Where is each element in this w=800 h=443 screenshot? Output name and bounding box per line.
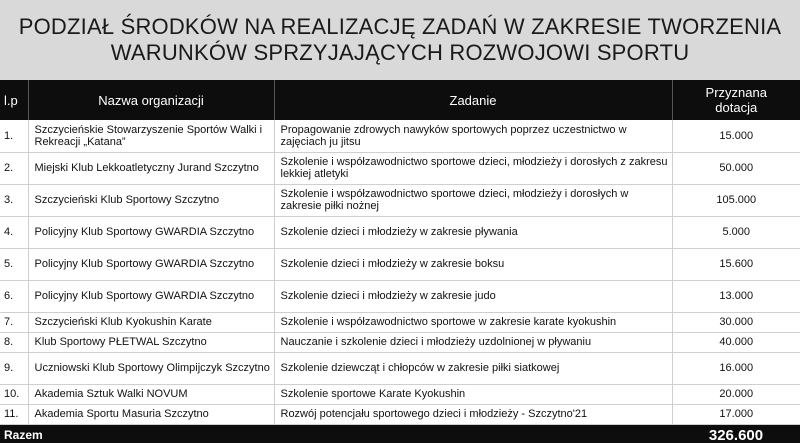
row-organization: Policyjny Klub Sportowy GWARDIA Szczytno: [28, 248, 274, 280]
title-line-1: PODZIAŁ ŚRODKÓW NA REALIZACJĘ ZADAŃ W ZAKRESIE TWORZENIA: [18, 14, 782, 39]
row-organization: Klub Sportowy PŁETWAL Szczytno: [28, 332, 274, 352]
document-title: [0, 0, 800, 80]
row-lp: 2.: [0, 152, 28, 184]
row-amount: 105.000: [672, 184, 800, 216]
table-row: [0, 216, 800, 248]
row-organization: Akademia Sztuk Walki NOVUM: [28, 384, 274, 404]
row-amount: 30.000: [672, 312, 800, 332]
row-organization: Szczycieńskie Stowarzyszenie Sportów Walki i Rekreacji „Katana”: [28, 120, 274, 152]
table-row: [0, 184, 800, 216]
row-lp: 1.: [0, 120, 28, 152]
row-amount: 40.000: [672, 332, 800, 352]
table-row: [0, 152, 800, 184]
row-lp: 5.: [0, 248, 28, 280]
row-amount: 13.000: [672, 280, 800, 312]
row-lp: 7.: [0, 312, 28, 332]
row-organization: Szczycieński Klub Kyokushin Karate: [28, 312, 274, 332]
table-row: [0, 384, 800, 404]
row-task: Szkolenie i współzawodnictwo sportowe dzieci, młodzieży i dorosłych z zakresu lekkiej atletyki: [274, 152, 672, 184]
row-amount: 17.000: [672, 404, 800, 424]
row-amount: 5.000: [672, 216, 800, 248]
row-organization: Szczycieński Klub Sportowy Szczytno: [28, 184, 274, 216]
table-row: [0, 332, 800, 352]
row-task: Nauczanie i szkolenie dzieci i młodzieży uzdolnionej w pływaniu: [274, 332, 672, 352]
row-amount: 20.000: [672, 384, 800, 404]
grants-table: [0, 80, 800, 443]
row-task: Propagowanie zdrowych nawyków sportowych poprzez uczestnictwo w zajęciach ju jitsu: [274, 120, 672, 152]
table-body: [0, 120, 800, 424]
total-label: Razem: [4, 428, 43, 443]
header-lp: l.p: [0, 80, 28, 120]
row-task: Szkolenie dzieci i młodzieży w zakresie pływania: [274, 216, 672, 248]
row-organization: Miejski Klub Lekkoatletyczny Jurand Szczytno: [28, 152, 274, 184]
row-amount: 15.600: [672, 248, 800, 280]
header-organization: Nazwa organizacji: [28, 80, 274, 120]
row-lp: 8.: [0, 332, 28, 352]
row-organization: Policyjny Klub Sportowy GWARDIA Szczytno: [28, 280, 274, 312]
row-task: Szkolenie dzieci i młodzieży w zakresie boksu: [274, 248, 672, 280]
header-amount-line-2: dotacja: [715, 100, 758, 115]
row-task: Szkolenie sportowe Karate Kyokushin: [274, 384, 672, 404]
table-row: [0, 352, 800, 384]
header-task: Zadanie: [274, 80, 672, 120]
row-lp: 11.: [0, 404, 28, 424]
title-line-2: WARUNKÓW SPRZYJAJĄCYCH ROZWOJOWI SPORTU: [110, 40, 690, 65]
table-row: [0, 404, 800, 424]
row-amount: 16.000: [672, 352, 800, 384]
header-amount: [672, 80, 800, 120]
row-lp: 10.: [0, 384, 28, 404]
row-lp: 9.: [0, 352, 28, 384]
row-organization: Policyjny Klub Sportowy GWARDIA Szczytno: [28, 216, 274, 248]
table-row: [0, 248, 800, 280]
row-task: Szkolenie dziewcząt i chłopców w zakresie piłki siatkowej: [274, 352, 672, 384]
table-row: [0, 280, 800, 312]
row-task: Rozwój potencjału sportowego dzieci i młodzieży - Szczytno'21: [274, 404, 672, 424]
row-organization: Uczniowski Klub Sportowy Olimpijczyk Szczytno: [28, 352, 274, 384]
header-amount-line-1: Przyznana: [705, 85, 767, 100]
table-footer: [0, 424, 800, 443]
row-task: Szkolenie i współzawodnictwo sportowe w zakresie karate kyokushin: [274, 312, 672, 332]
row-task: Szkolenie i współzawodnictwo sportowe dzieci, młodzieży i dorosłych w zakresie piłki nożnej: [274, 184, 672, 216]
row-lp: 6.: [0, 280, 28, 312]
row-task: Szkolenie dzieci i młodzieży w zakresie judo: [274, 280, 672, 312]
total-value: 326.600: [708, 426, 764, 443]
table-row: [0, 120, 800, 152]
row-lp: 4.: [0, 216, 28, 248]
row-organization: Akademia Sportu Masuria Szczytno: [28, 404, 274, 424]
row-lp: 3.: [0, 184, 28, 216]
table-row: [0, 312, 800, 332]
row-amount: 15.000: [672, 120, 800, 152]
table-header: [0, 80, 800, 120]
row-amount: 50.000: [672, 152, 800, 184]
